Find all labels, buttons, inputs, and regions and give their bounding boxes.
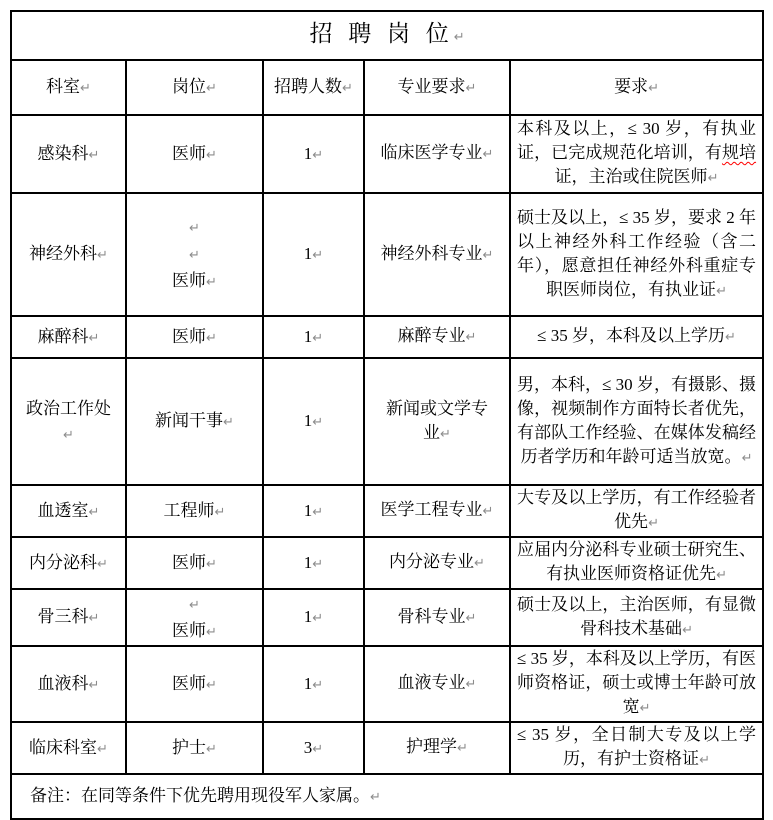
cell-position: [126, 485, 263, 537]
position-text: 医师: [172, 143, 207, 163]
cell-department: [11, 358, 126, 485]
recruitment-table: [10, 10, 764, 820]
major-text: 内分泌专业: [389, 552, 475, 571]
cell-major: [364, 316, 510, 358]
column-header-label: 岗位: [172, 77, 207, 96]
cell-department: [11, 316, 126, 358]
paragraph-mark-icon: ↵: [88, 677, 100, 693]
position-text: 工程师: [163, 500, 215, 520]
cell-headcount: [263, 193, 364, 316]
cell-headcount: [263, 537, 364, 589]
paragraph-mark-icon: ↵: [648, 516, 659, 531]
cell-headcount: [263, 485, 364, 537]
department-text: 骨三科: [37, 607, 89, 626]
cell-department: [11, 193, 126, 316]
headcount-text: 1: [303, 500, 313, 520]
paragraph-mark-icon: ↵: [465, 610, 477, 626]
cell-major: [364, 115, 510, 193]
department-text: 感染科: [37, 143, 89, 163]
position-text: 医师: [172, 552, 207, 572]
department-text: 血透室: [37, 500, 89, 520]
requirements-text: ≤ 35 岁，全日制大专及以上学历，有护士资格证: [517, 725, 757, 768]
paragraph-mark-icon: ↵: [482, 504, 494, 519]
empty-paragraph-line: [133, 591, 256, 618]
major-text: 临床医学专业: [380, 143, 483, 162]
cell-requirements: [510, 589, 763, 646]
paragraph-mark-icon: ↵: [206, 81, 217, 96]
paragraph-mark-icon: ↵: [312, 415, 324, 430]
cell-position: [126, 316, 263, 358]
requirements-text: ≤ 35 岁，本科及以上学历，有医师资格证，硕士或博士年龄可放宽: [517, 649, 757, 716]
paragraph-mark-icon: ↵: [312, 504, 324, 520]
headcount-text: 3: [303, 737, 313, 757]
paragraph-mark-icon: ↵: [88, 147, 100, 163]
requirements-text: ≤ 35 岁，本科及以上学历: [537, 326, 725, 345]
table-row: [11, 193, 763, 316]
paragraph-mark-icon: ↵: [206, 275, 217, 290]
cell-major: [364, 193, 510, 316]
cell-requirements: [510, 316, 763, 358]
column-header-label: 要求: [614, 77, 649, 96]
paragraph-mark-icon: ↵: [88, 504, 100, 520]
paragraph-mark-icon: ↵: [699, 753, 710, 768]
cell-major: [364, 589, 510, 646]
paragraph-mark-icon: ↵: [97, 741, 108, 757]
cell-requirements: [510, 485, 763, 537]
cell-major: [364, 537, 510, 589]
paragraph-mark-icon: ↵: [682, 622, 693, 638]
major-text: 神经外科专业: [380, 243, 483, 263]
paragraph-mark-icon: ↵: [97, 248, 108, 263]
paragraph-mark-icon: ↵: [80, 81, 91, 96]
paragraph-mark-icon: ↵: [342, 81, 353, 96]
cell-requirements: [510, 646, 763, 722]
table-row: [11, 358, 763, 485]
position-text: 医师: [172, 271, 207, 290]
major-text: 麻醉专业: [397, 326, 466, 345]
major-text: 医学工程专业: [380, 500, 483, 519]
department-text: 神经外科: [29, 244, 98, 263]
column-header-requirements: [510, 60, 763, 115]
column-header-major: [364, 60, 510, 115]
headcount-text: 1: [303, 552, 313, 572]
cell-major: [364, 722, 510, 774]
empty-paragraph-line: [133, 241, 256, 268]
table-row: [11, 316, 763, 358]
headcount-text: 1: [303, 411, 313, 430]
cell-position: [126, 358, 263, 485]
cell-major: [364, 646, 510, 722]
table-row: [11, 537, 763, 589]
requirements-text: 应届内分泌科专业硕士研究生、有执业医师资格证优先: [517, 540, 757, 583]
header-row: [11, 60, 763, 115]
table-title-text: 招 聘 岗 位: [309, 21, 454, 46]
cell-headcount: [263, 722, 364, 774]
paragraph-mark-icon: ↵: [465, 677, 477, 692]
cell-position: [126, 115, 263, 193]
cell-department: [11, 115, 126, 193]
cell-headcount: [263, 589, 364, 646]
table-row: [11, 722, 763, 774]
paragraph-mark-icon: ↵: [716, 568, 727, 583]
cell-department: [11, 722, 126, 774]
paragraph-mark-icon: ↵: [707, 171, 719, 186]
paragraph-mark-icon: ↵: [312, 677, 324, 693]
paragraph-mark-icon: ↵: [312, 556, 324, 572]
major-text: 骨科专业: [397, 606, 466, 626]
cell-requirements: [510, 193, 763, 316]
table-row: [11, 646, 763, 722]
paragraph-mark-icon: ↵: [465, 81, 477, 96]
position-text: 医师: [172, 326, 207, 346]
paragraph-mark-icon: ↵: [97, 556, 108, 572]
column-header-department: [11, 60, 126, 115]
note-text: 备注：在同等条件下优先聘用现役军人家属。: [30, 786, 370, 805]
table-row: [11, 115, 763, 193]
paragraph-mark-icon: ↵: [741, 450, 753, 466]
cell-position: [126, 193, 263, 316]
paragraph-mark-icon: ↵: [206, 741, 217, 757]
column-header-label: 科室: [46, 77, 81, 96]
department-text: 血液科: [37, 673, 89, 693]
cell-requirements: [510, 722, 763, 774]
cell-position: [126, 537, 263, 589]
paragraph-mark-icon: ↵: [370, 790, 381, 805]
requirements-text: 硕士及以上，≤ 35 岁，要求 2 年以上神经外科工作经验（含二年），愿意担任神经外科重症专职医师岗位，有执业证: [517, 207, 757, 299]
table-title: [11, 11, 763, 60]
department-text: 麻醉科: [37, 326, 89, 346]
paragraph-mark-icon: ↵: [189, 221, 200, 236]
column-header-position: [126, 60, 263, 115]
major-text: 血液专业: [397, 673, 466, 692]
position-text: 医师: [172, 620, 207, 640]
position-text: 医师: [172, 673, 207, 693]
paragraph-mark-icon: ↵: [88, 330, 100, 346]
department-text: 内分泌科: [29, 552, 98, 572]
paragraph-mark-icon: ↵: [639, 701, 651, 716]
table-row: [11, 485, 763, 537]
empty-paragraph-line: [133, 214, 256, 241]
paragraph-mark-icon: ↵: [482, 247, 494, 263]
cell-position: [126, 722, 263, 774]
paragraph-mark-icon: ↵: [206, 330, 217, 346]
major-text: 新闻或文学专业: [386, 398, 488, 442]
cell-major: [364, 485, 510, 537]
spellcheck-flagged-text: 规培: [721, 143, 757, 162]
paragraph-mark-icon: ↵: [312, 147, 324, 163]
paragraph-mark-icon: ↵: [482, 147, 494, 162]
paragraph-mark-icon: ↵: [189, 248, 200, 263]
paragraph-mark-icon: ↵: [206, 556, 217, 572]
cell-department: [11, 646, 126, 722]
note-row: [11, 774, 763, 819]
position-line: [133, 618, 256, 645]
paragraph-mark-icon: ↵: [312, 248, 324, 263]
column-header-label: 招聘人数: [274, 77, 343, 96]
cell-headcount: [263, 316, 364, 358]
position-text: 护士: [172, 737, 207, 757]
cell-position: [126, 589, 263, 646]
paragraph-mark-icon: ↵: [214, 504, 226, 520]
requirements-text: 硕士及以上，主治医师，有显微骨科技术基础: [517, 594, 757, 638]
paragraph-mark-icon: ↵: [63, 427, 74, 443]
paragraph-mark-icon: ↵: [312, 611, 324, 626]
cell-department: [11, 589, 126, 646]
major-text: 护理学: [406, 737, 458, 756]
paragraph-mark-icon: ↵: [223, 415, 234, 430]
headcount-text: 1: [303, 607, 313, 626]
cell-requirements: [510, 358, 763, 485]
cell-headcount: [263, 358, 364, 485]
paragraph-mark-icon: ↵: [206, 147, 217, 163]
column-header-label: 专业要求: [397, 77, 466, 96]
title-row: [11, 11, 763, 60]
paragraph-mark-icon: ↵: [206, 677, 217, 693]
cell-requirements: [510, 537, 763, 589]
cell-department: [11, 485, 126, 537]
department-text: 政治工作处: [26, 398, 111, 418]
paragraph-mark-icon: ↵: [457, 741, 468, 756]
cell-headcount: [263, 115, 364, 193]
department-text: 临床科室: [29, 737, 98, 757]
paragraph-mark-icon: ↵: [465, 330, 477, 345]
headcount-text: 1: [303, 673, 313, 693]
position-text: 新闻干事: [155, 411, 224, 430]
paragraph-mark-icon: ↵: [88, 611, 100, 626]
column-header-headcount: [263, 60, 364, 115]
paragraph-mark-icon: ↵: [724, 330, 736, 345]
paragraph-mark-icon: ↵: [474, 556, 485, 571]
cell-requirements: [510, 115, 763, 193]
headcount-text: 1: [303, 326, 313, 346]
headcount-text: 1: [303, 143, 313, 163]
paragraph-mark-icon: ↵: [189, 597, 200, 613]
requirements-text: 本科及以上，≤ 30 岁，有执业证，已完成规范化培训，有: [517, 119, 757, 162]
headcount-text: 1: [303, 244, 313, 263]
paragraph-mark-icon: ↵: [312, 330, 324, 346]
paragraph-mark-icon: ↵: [453, 30, 465, 45]
paragraph-mark-icon: ↵: [716, 283, 727, 299]
cell-position: [126, 646, 263, 722]
cell-major: [364, 358, 510, 485]
position-line: [133, 268, 256, 295]
paragraph-mark-icon: ↵: [440, 426, 451, 442]
requirements-text: 男，本科，≤ 30 岁，有摄影、摄像，视频制作方面特长者优先，有部队工作经验、在媒体发稿经历者学历和年龄可适当放宽。: [517, 374, 757, 466]
cell-headcount: [263, 646, 364, 722]
table-row: [11, 589, 763, 646]
paragraph-mark-icon: ↵: [648, 81, 659, 96]
cell-note: [11, 774, 763, 819]
paragraph-mark-icon: ↵: [206, 624, 217, 640]
paragraph-mark-icon: ↵: [312, 741, 324, 757]
cell-department: [11, 537, 126, 589]
requirements-text: 证，主治或住院医师: [554, 167, 708, 186]
requirements-text: 大专及以上学历，有工作经验者优先: [517, 488, 757, 531]
